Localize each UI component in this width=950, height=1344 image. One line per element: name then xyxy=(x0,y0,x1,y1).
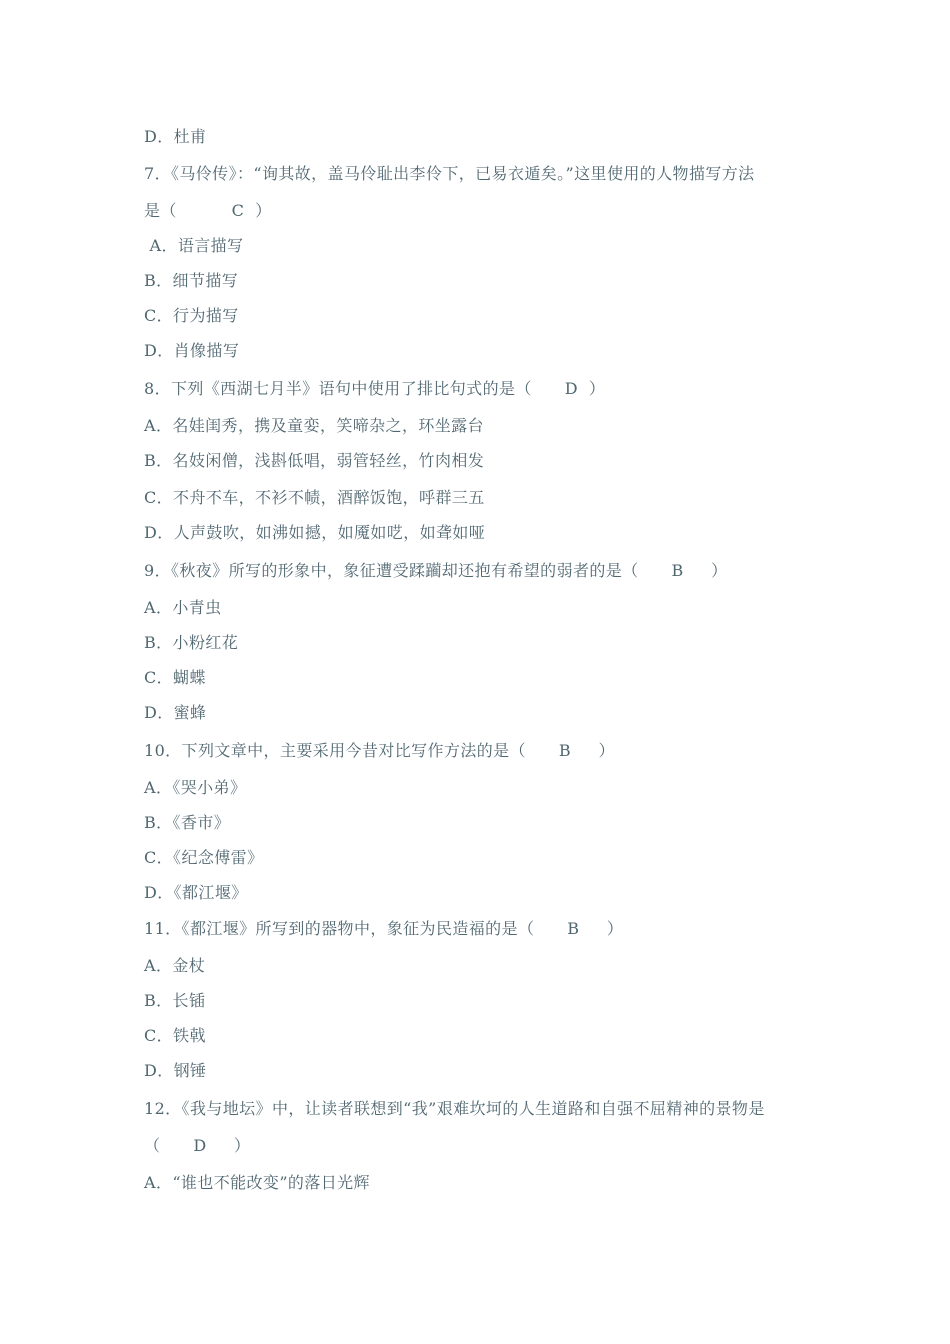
option-a: A．名娃闺秀，携及童娈，笑啼杂之，环坐露台 xyxy=(144,416,484,435)
option-b: B．小粉红花 xyxy=(144,633,239,652)
option-b: B．细节描写 xyxy=(144,271,239,290)
question-8: 8．下列《西湖七月半》语句中使用了排比句式的是（ D ） xyxy=(144,379,606,398)
option-c: C．《纪念傅雷》 xyxy=(144,848,264,867)
option-b: B．《香市》 xyxy=(144,813,231,832)
option-c: C．不舟不车，不衫不帻，酒醉饭饱，呼群三五 xyxy=(144,488,485,507)
question-11: 11．《都江堰》所写到的器物中，象征为民造福的是（ B ） xyxy=(144,919,624,938)
option-d: D．《都江堰》 xyxy=(144,883,248,902)
question-10: 10．下列文章中，主要采用今昔对比写作方法的是（ B ） xyxy=(144,741,615,760)
option-d: D．人声鼓吹，如沸如撼，如魇如呓，如聋如哑 xyxy=(144,523,486,542)
question-12: 12．《我与地坛》中，让读者联想到“我”艰难坎坷的人生道路和自强不屈精神的景物是 xyxy=(144,1099,765,1118)
option-c: C．蝴蝶 xyxy=(144,668,206,687)
question-7: 7．《马伶传》：“询其故，盖马伶耻出李伶下，已易衣遁矣。”这里使用的人物描写方法 xyxy=(144,164,755,183)
option-b: B．长锸 xyxy=(144,991,206,1010)
option-d: D．钢锤 xyxy=(144,1061,207,1080)
option-d: D．蜜蜂 xyxy=(144,703,207,722)
text-line: 是（ C ） xyxy=(144,201,272,220)
option-b: B．名妓闲僧，浅斟低唱，弱管轻丝，竹肉相发 xyxy=(144,451,485,470)
text-line: （ D ） xyxy=(144,1136,251,1155)
option-a: A．小青虫 xyxy=(144,598,222,617)
option-c: C．行为描写 xyxy=(144,306,239,325)
option-a: A．《哭小弟》 xyxy=(144,778,247,797)
option-d: D．肖像描写 xyxy=(144,341,240,360)
question-9: 9．《秋夜》所写的形象中，象征遭受蹂躏却还抱有希望的弱者的是（ B ） xyxy=(144,561,728,580)
option-a: A．金杖 xyxy=(144,956,206,975)
option-c: C．铁戟 xyxy=(144,1026,206,1045)
option-a: A．“谁也不能改变”的落日光辉 xyxy=(144,1173,370,1192)
text-line: D．杜甫 xyxy=(144,127,207,146)
option-a: A．语言描写 xyxy=(144,236,244,255)
